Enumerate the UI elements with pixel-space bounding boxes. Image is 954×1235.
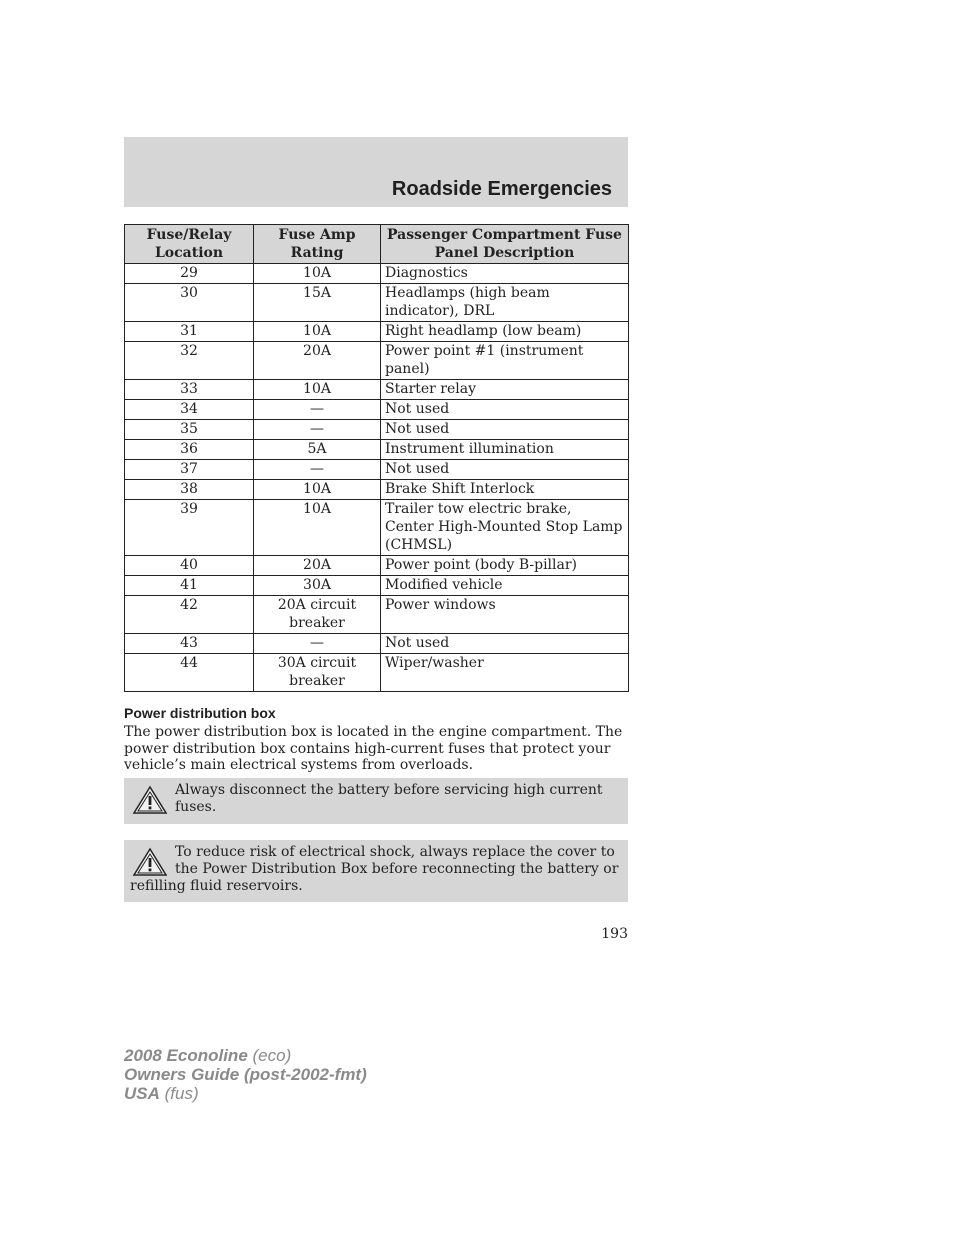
cell-amp-rating: 20A circuit breaker (254, 596, 381, 634)
cell-amp-rating: — (254, 460, 381, 480)
cell-description: Not used (381, 400, 629, 420)
table-row (125, 440, 629, 460)
cell-description: Not used (381, 420, 629, 440)
cell-description: Diagnostics (381, 264, 629, 284)
warning-triangle-icon (132, 847, 168, 877)
footer-market: USA (124, 1084, 160, 1103)
cell-location: 38 (125, 480, 254, 500)
footer-line-market (124, 1084, 367, 1103)
footer-model-code: (eco) (252, 1046, 292, 1065)
column-header-description: Passenger Compartment Fuse Panel Description (381, 225, 629, 264)
cell-location: 40 (125, 556, 254, 576)
cell-description: Wiper/washer (381, 654, 629, 692)
cell-description: Trailer tow electric brake, Center High-Mounted Stop Lamp (CHMSL) (381, 500, 629, 556)
cell-location: 33 (125, 380, 254, 400)
cell-description: Not used (381, 634, 629, 654)
power-distribution-heading: Power distribution box (124, 705, 276, 721)
cell-description: Power windows (381, 596, 629, 634)
cell-amp-rating: 20A (254, 342, 381, 380)
cell-amp-rating: 10A (254, 264, 381, 284)
table-row (125, 460, 629, 480)
cell-location: 32 (125, 342, 254, 380)
cell-location: 34 (125, 400, 254, 420)
warning-triangle-icon (132, 785, 168, 815)
cell-description: Headlamps (high beam indicator), DRL (381, 284, 629, 322)
table-row (125, 380, 629, 400)
cell-amp-rating: 10A (254, 380, 381, 400)
cell-description: Power point (body B-pillar) (381, 556, 629, 576)
table-row (125, 634, 629, 654)
cell-amp-rating: — (254, 634, 381, 654)
table-row (125, 480, 629, 500)
table-row (125, 500, 629, 556)
cell-amp-rating: 15A (254, 284, 381, 322)
table-row (125, 284, 629, 322)
cell-amp-rating: 10A (254, 322, 381, 342)
cell-location: 42 (125, 596, 254, 634)
cell-location: 31 (125, 322, 254, 342)
table-header-row (125, 225, 629, 264)
cell-location: 43 (125, 634, 254, 654)
column-header-amp-rating: Fuse Amp Rating (254, 225, 381, 264)
cell-description: Modified vehicle (381, 576, 629, 596)
table-row (125, 556, 629, 576)
cell-amp-rating: 10A (254, 500, 381, 556)
cell-location: 41 (125, 576, 254, 596)
cell-location: 44 (125, 654, 254, 692)
cell-location: 29 (125, 264, 254, 284)
footer-guide: Owners Guide (post-2002-fmt) (124, 1065, 367, 1084)
warning-box-shock (124, 840, 628, 902)
table-row (125, 576, 629, 596)
table-row (125, 342, 629, 380)
column-header-location: Fuse/Relay Location (125, 225, 254, 264)
footer-line-guide (124, 1065, 367, 1084)
table-row (125, 322, 629, 342)
cell-amp-rating: 5A (254, 440, 381, 460)
cell-amp-rating: 30A circuit breaker (254, 654, 381, 692)
cell-amp-rating: — (254, 420, 381, 440)
cell-amp-rating: 10A (254, 480, 381, 500)
cell-description: Power point #1 (instrument panel) (381, 342, 629, 380)
footer-market-code: (fus) (164, 1084, 199, 1103)
cell-location: 37 (125, 460, 254, 480)
footer-line-model (124, 1046, 367, 1065)
cell-amp-rating: 30A (254, 576, 381, 596)
fuse-table-body (125, 264, 629, 692)
footer-model: 2008 Econoline (124, 1046, 248, 1065)
table-row (125, 420, 629, 440)
cell-amp-rating: 20A (254, 556, 381, 576)
warning-box-battery (124, 778, 628, 824)
warning-text-battery: Always disconnect the battery before servicing high current fuses. (175, 782, 603, 815)
document-footer (124, 1046, 367, 1103)
table-row (125, 264, 629, 284)
cell-description: Not used (381, 460, 629, 480)
table-row (125, 596, 629, 634)
cell-location: 35 (125, 420, 254, 440)
cell-location: 36 (125, 440, 254, 460)
cell-description: Brake Shift Interlock (381, 480, 629, 500)
cell-description: Instrument illumination (381, 440, 629, 460)
cell-amp-rating: — (254, 400, 381, 420)
fuse-table (124, 224, 629, 692)
section-title: Roadside Emergencies (391, 178, 612, 200)
cell-location: 39 (125, 500, 254, 556)
cell-description: Right headlamp (low beam) (381, 322, 629, 342)
table-row (125, 654, 629, 692)
power-distribution-text: The power distribution box is located in the engine compartment. The power distribution box contains high-current fuses that protect your vehicle’s main electrical systems from overloads. (124, 724, 623, 773)
cell-description: Starter relay (381, 380, 629, 400)
cell-location: 30 (125, 284, 254, 322)
warning-text-shock: To reduce risk of electrical shock, always replace the cover to the Power Distribution Box before reconnecting the battery or refilling fluid reservoirs. (130, 844, 619, 894)
section-header-band (124, 137, 628, 207)
page-number: 193 (601, 926, 628, 942)
table-row (125, 400, 629, 420)
